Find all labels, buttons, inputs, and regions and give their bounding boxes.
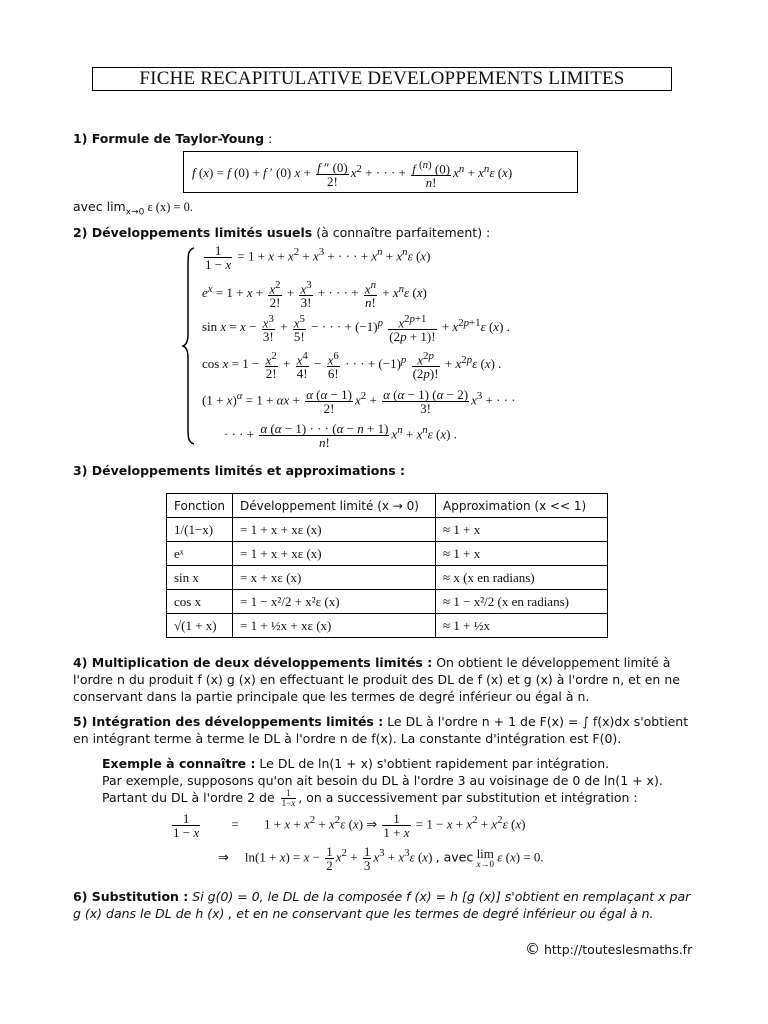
table-cell: ≈ 1 + x (436, 542, 608, 566)
table-cell: ≈ 1 − x²/2 (x en radians) (436, 590, 608, 614)
table-cell: sin x (167, 566, 233, 590)
section-1-heading (73, 131, 272, 146)
system-brace-icon (182, 246, 196, 446)
section-6-paragraph (73, 888, 695, 922)
table-cell: = 1 − x²/2 + x²ε (x) (233, 590, 436, 614)
avec-text: , avec (435, 849, 474, 865)
example-line-2: Par exemple, supposons qu'on ait besoin du DL à l'ordre 3 au voisinage de 0 de ln(1 + x). (102, 773, 663, 788)
table-cell: eˣ (167, 542, 233, 566)
section-2-heading (73, 225, 490, 240)
table-cell: = 1 + x + xε (x) (233, 542, 436, 566)
table-row (167, 614, 608, 638)
dl-one-over-one-minus-x: $\frac{1}{1 - x}$ = $1 + x + x^2 + x^3$ + · · · + $x^n + x^n\varepsilon$ (x) (205, 243, 431, 272)
section-1-title: 1) Formule de Taylor-Young (73, 131, 265, 146)
section-2-title: 2) Développements limités usuels (73, 225, 313, 240)
section-3-heading: 3) Développements limités et approximations : (73, 463, 406, 478)
table-cell: = 1 + ½x + xε (x) (233, 614, 436, 638)
section-5-paragraph (73, 713, 695, 747)
section-5-text-1: Le DL à l'ordre n + 1 de F(x) = ∫ f(x)dx s'obtient (383, 714, 689, 729)
table-cell: 1/(1−x) (167, 518, 233, 542)
section-4-text-3: conservant dans la partie principale que les termes de degré inférieur ou égal à n. (73, 689, 590, 704)
section-4-heading: 4) Multiplication de deux développements limités : (73, 655, 433, 670)
dl-cosine: cos x = 1 − $\frac{x^2}{2!}$ + $\frac{x^4}{4!}$ − $\frac{x^6}{6!}$ · · · + $(-1)^p$ $\frac{x^{2p}}{(2p)!}$ + $x^{2p}\varepsilon$ (x) . (202, 350, 502, 382)
table-cell: ≈ 1 + x (436, 518, 608, 542)
table-row (167, 590, 608, 614)
copyright-icon: © (525, 940, 540, 958)
example-label: Exemple à connaître : (102, 756, 256, 771)
section-6-heading: 6) Substitution : (73, 889, 189, 904)
section-2-note: (à connaître parfaitement) : (312, 225, 491, 240)
column-header: Développement limité (x → 0) (233, 494, 436, 518)
section-6-text-2: g (x) dans le DL de h (x) , et en ne conservant que les termes de degré inférieur ou égal à n. (73, 906, 654, 921)
table-cell: ≈ x (x en radians) (436, 566, 608, 590)
dl-binomial-1: $(1 + x)^\alpha = 1 + \alpha x$ + $\frac{\alpha (\alpha - 1)}{2!}$ $x^2$ + $\frac{\alpha (\alpha - 1) (\alpha - 2)}{3!}$ $x^3$ + · · · (202, 387, 516, 416)
section-4-text-1: On obtient le développement limité à (432, 655, 671, 670)
limit-subscript: x→0 (125, 207, 145, 218)
column-header: Fonction (167, 494, 233, 518)
section-6-text-1: Si g(0) = 0, le DL de la composée f (x) = h [g (x)] s'obtient en remplaçant x par (188, 889, 691, 904)
table-cell: ≈ 1 + ½x (436, 614, 608, 638)
section-5-heading: 5) Intégration des développements limités : (73, 714, 384, 729)
table-cell: √(1 + x) (167, 614, 233, 638)
example-line-1: Le DL de ln(1 + x) s'obtient rapidement par intégration. (255, 756, 610, 771)
limit-prefix: avec lim (73, 199, 126, 214)
approximation-table (166, 493, 608, 638)
dl-sine: sin x = x − $\frac{x^3}{3!}$ + $\frac{x^5}{5!}$ − · · · + $(-1)^p$ $\frac{x^{2p+1}}{(2p + 1)!}$ + $x^{2p+1}\varepsilon$ (x) . (202, 313, 510, 345)
limit-condition (73, 198, 193, 222)
table-cell: = x + xε (x) (233, 566, 436, 590)
example-block: Exemple à connaître : Le DL de ln(1 + x) s'obtient rapidement par intégration. Par exemple, supposons qu'on ait besoin du DL à l'ordre 3 au voisinage de 0 de ln(1 + x). Partant du DL à l'ordre 2 de $\frac{1}{1-x}$ , on a successivement par substitution et intégration : (102, 756, 663, 808)
table-cell: cos x (167, 590, 233, 614)
dl-exponential: $e^x = 1 + x$ + $\frac{x^2}{2!}$ + $\frac{x^3}{3!}$ + · · · + $\frac{x^n}{n!}$ + $x^n\varepsilon$ (x) (202, 279, 427, 311)
column-header: Approximation (x << 1) (436, 494, 608, 518)
table-row (167, 566, 608, 590)
page-title: FICHE RECAPITULATIVE DEVELOPPEMENTS LIMITES (92, 67, 672, 91)
table-row (167, 542, 608, 566)
limit-rest: ε (x) = 0. (144, 200, 194, 214)
example-line-3-end: , on a successivement par substitution et intégration : (298, 790, 638, 805)
section-1-colon: : (264, 131, 273, 146)
taylor-young-formula-box (183, 151, 578, 193)
section-5-text-2: en intégrant terme à terme le DL à l'ordre n de f(x). La constante d'intégration est F(0). (73, 731, 622, 746)
footer-link[interactable]: http://touteslesmaths.fr (543, 942, 693, 957)
dl-binomial-2: · · · + $\frac{\alpha (\alpha - 1) \cdot \cdot \cdot (\alpha - n + 1)}{n!}$ $x^n + x^n\varepsilon$ (x) . (224, 421, 457, 450)
table-cell: = 1 + x + xε (x) (233, 518, 436, 542)
series-step-1: $\frac{1}{1 - x}$ = $1 + x + x^2 + x^2\varepsilon$ (x) ⇒ $\frac{1}{1 + x}$ = $1 - x + x^2 + x^2\varepsilon$ (x) (173, 811, 526, 840)
example-line-3-start: Partant du DL à l'ordre 2 de (102, 790, 275, 805)
table-header-row (167, 494, 608, 518)
section-4-paragraph (73, 654, 695, 705)
series-step-2: ⇒ ln(1 + x) = x − $\frac{1}{2}$ $x^2$ + $\frac{1}{3}$ $x^3 + x^3\varepsilon$ (x) , avec lim x→0 ε (x) = 0. (218, 844, 544, 873)
footer-credit (525, 940, 692, 958)
taylor-young-formula: f (x) = f (0) + f ′ (0) x + $\frac{f '' (0)}{2!}$ $x^2$ + · · · + $\frac{f ^{(n)} (0)}{n!}$ $x^n + x^n\varepsilon$ (x) (192, 159, 513, 191)
section-4-text-2: l'ordre n du produit f (x) g (x) en effectuant le produit des DL de f (x) et g (x) à l'ordre n, et en ne (73, 672, 680, 687)
table-row (167, 518, 608, 542)
